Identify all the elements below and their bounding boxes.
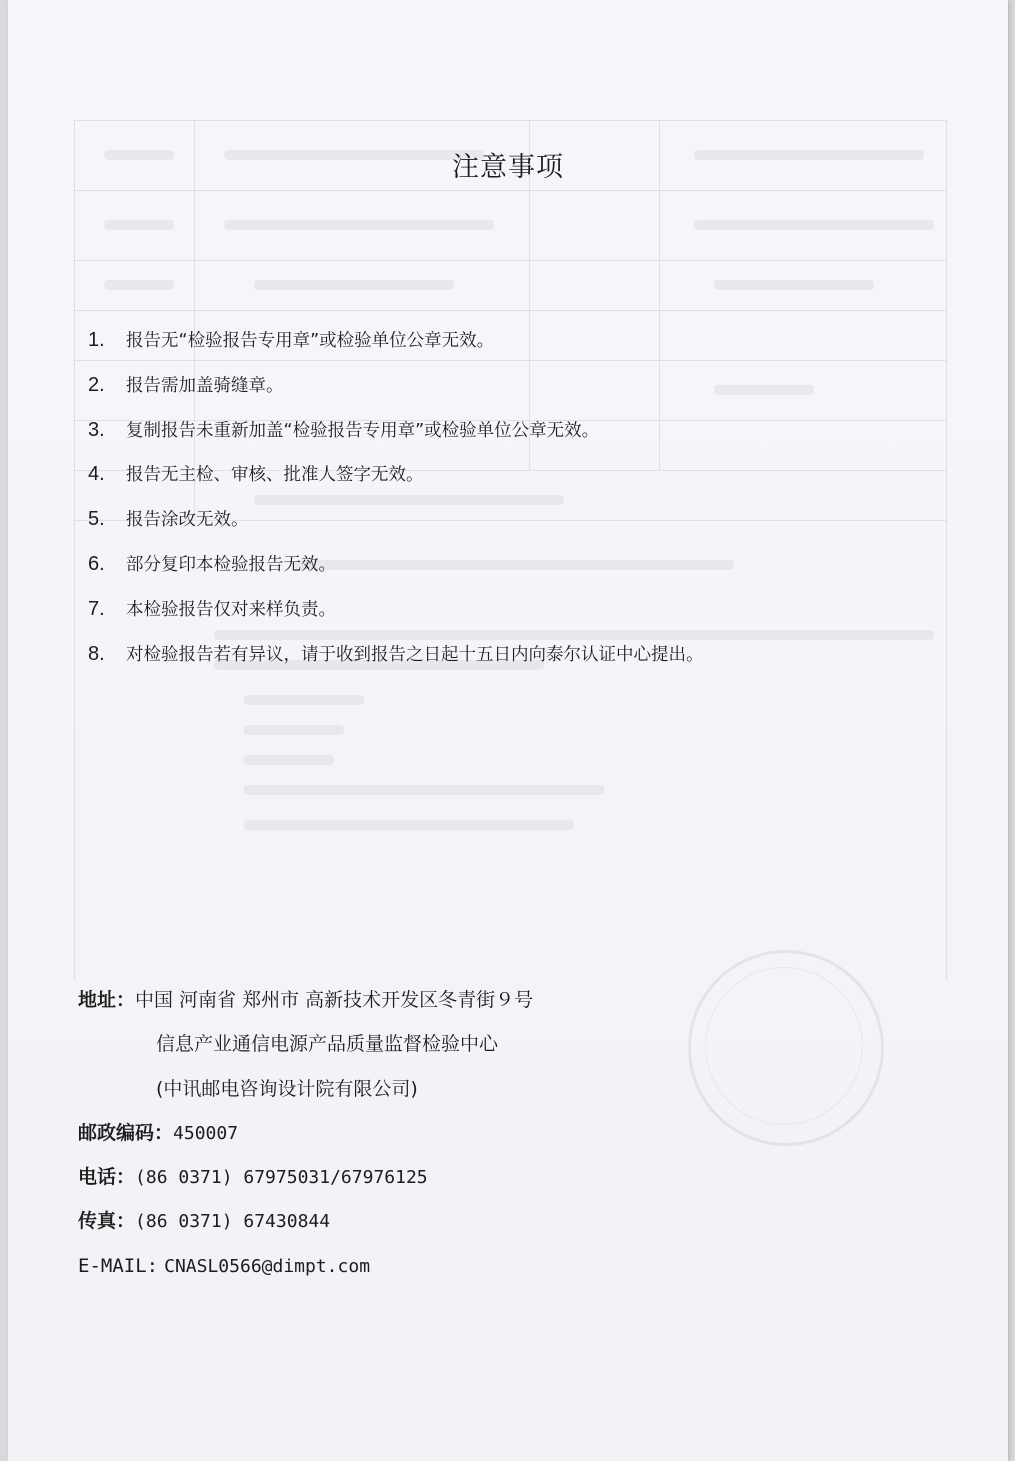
notes-list [88,318,704,676]
phone-label: 电话： [78,1166,136,1189]
item-number: 8. [88,642,105,665]
contact-block [78,978,533,1288]
fax-label: 传真： [78,1210,136,1233]
page-title: 注意事项 [452,152,564,183]
list-item [88,497,704,542]
item-number: 1. [88,329,105,351]
phone-value: (86 0371) 67975031/67976125 [135,1167,428,1189]
item-text: 报告涂改无效。 [126,510,249,531]
postcode-value: 450007 [173,1122,239,1144]
fax-line [78,1199,533,1243]
postcode-label: 邮政编码： [78,1121,174,1144]
email-label: E-MAIL: [78,1254,159,1277]
list-item [88,452,704,497]
list-item [88,318,704,363]
list-item [88,363,704,408]
postcode-line [78,1111,533,1155]
item-text: 部分复印本检验报告无效。 [126,554,336,575]
address-label: 地址： [78,989,136,1011]
item-number: 4. [88,463,105,486]
item-text: 本检验报告仅对来样负责。 [126,599,336,620]
email-value: CNASL0566@dimpt.com [164,1255,371,1277]
fax-value: (86 0371) 67430844 [135,1211,331,1233]
org-name: 信息产业通信电源产品质量监督检验中心 [156,1033,499,1056]
org-parent: (中讯邮电咨询设计院有限公司) [156,1077,418,1100]
email-line [78,1244,533,1288]
list-item [88,542,704,587]
item-number: 7. [88,597,105,620]
item-number: 3. [88,418,105,441]
item-number: 5. [88,508,105,531]
phone-line [78,1155,533,1199]
item-text: 对检验报告若有异议，请于收到报告之日起十五日内向泰尔认证中心提出。 [126,644,704,665]
stamp-seal-bleed-through [688,950,884,1146]
list-item [88,632,704,677]
item-text: 报告无“检验报告专用章”或检验单位公章无效。 [126,331,495,351]
list-item [88,408,704,453]
org-parent-line [78,1067,533,1111]
list-item [88,587,704,632]
document-page [8,0,1008,1461]
address-value: 中国 河南省 郑州市 高新技术开发区冬青街９号 [135,989,534,1011]
item-text: 报告需加盖骑缝章。 [126,375,284,396]
item-text: 报告无主检、审核、批准人签字无效。 [126,465,424,486]
address-line [78,978,533,1022]
org-name-line [78,1022,533,1066]
item-number: 2. [88,373,105,396]
item-number: 6. [88,552,105,575]
item-text: 复制报告未重新加盖“检验报告专用章”或检验单位公章无效。 [126,420,600,441]
